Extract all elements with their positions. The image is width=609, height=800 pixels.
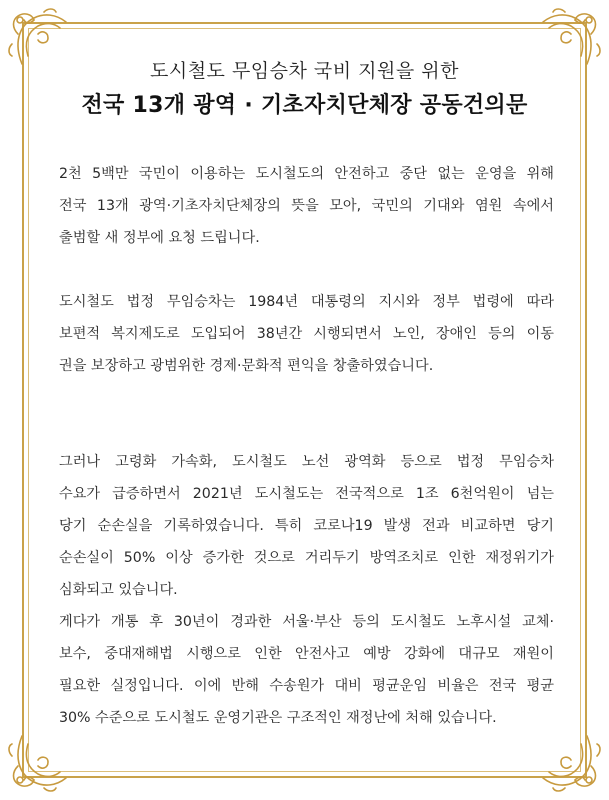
- paragraph-line: 심화되고 있습니다.: [59, 582, 178, 598]
- paragraph-line: 출범할 새 정부에 요청 드립니다.: [59, 230, 260, 246]
- paragraph-line: 보편적 복지제도로 도입되어 38년간 시행되면서 노인, 장애인 등의 이동: [59, 326, 554, 342]
- paragraph-4: [59, 606, 554, 734]
- paragraph-line: 그러나 고령화 가속화, 도시철도 노선 광역화 등으로 법정 무임승차: [59, 454, 554, 470]
- floral-corner-ornament-icon: [4, 726, 74, 796]
- document-title: 전국 13개 광역 · 기초자치단체장 공동건의문: [81, 93, 528, 118]
- paragraph-line: 게다가 개통 후 30년이 경과한 서울·부산 등의 도시철도 노후시설 교체·: [59, 614, 554, 630]
- paragraph-1: [59, 158, 554, 254]
- paragraph-line: 2천 5백만 국민이 이용하는 도시철도의 안전하고 중단 없는 운영을 위해: [59, 166, 554, 182]
- floral-corner-ornament-icon: [535, 726, 605, 796]
- paragraph-3: [59, 446, 554, 606]
- paragraph-line: 도시철도 법정 무임승차는 1984년 대통령의 지시와 정부 법령에 따라: [59, 294, 554, 310]
- paragraph-line: 필요한 실정입니다. 이에 반해 수송원가 대비 평균운임 비율은 전국 평균: [59, 678, 554, 694]
- paragraph-2: [59, 286, 554, 382]
- paragraph-line: 보수, 중대재해법 시행으로 인한 안전사고 예방 강화에 대규모 재원이: [59, 646, 554, 662]
- paragraph-line: 수요가 급증하면서 2021년 도시철도는 전국적으로 1조 6천억원이 넘는: [59, 486, 554, 502]
- paragraph-line: 권을 보장하고 광범위한 경제·문화적 편익을 창출하였습니다.: [59, 358, 434, 374]
- paragraph-line: 당기 순손실을 기록하였습니다. 특히 코로나19 발생 전과 비교하면 당기: [59, 518, 554, 534]
- document-subtitle: 도시철도 무임승차 국비 지원을 위한: [150, 60, 459, 82]
- paragraph-line: 전국 13개 광역·기초자치단체장의 뜻을 모아, 국민의 기대와 염원 속에서: [59, 198, 554, 214]
- paragraph-line: 순손실이 50% 이상 증가한 것으로 거리두기 방역조치로 인한 재정위기가: [59, 550, 554, 566]
- paragraph-line: 30% 수준으로 도시철도 운영기관은 구조적인 재정난에 처해 있습니다.: [59, 710, 497, 726]
